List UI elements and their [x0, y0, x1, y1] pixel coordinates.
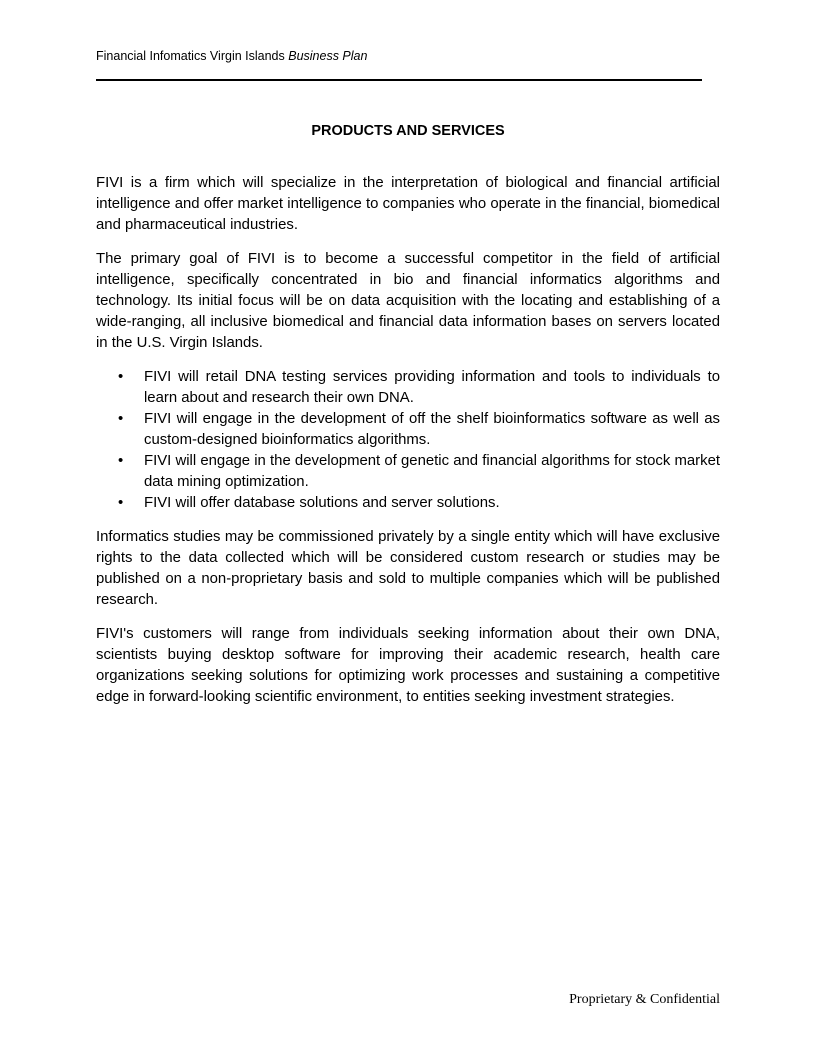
paragraph: The primary goal of FIVI is to become a successful competitor in the field of artificial intelligence, specifically concentrated in bio and financial informatics algorithms and technology. Its initial focus will be on data acquisition with the locating and establishing of a wide-ranging, all inclusive biomedical and financial data information bases on servers located in the U.S. Virgin Islands. — [96, 251, 720, 351]
list-item-text: FIVI will offer database solutions and server solutions. — [144, 495, 500, 511]
list-item — [96, 367, 720, 409]
list-item-text: FIVI will retail DNA testing services providing information and tools to individuals to learn about and research their own DNA. — [144, 369, 720, 406]
list-item-text: FIVI will engage in the development of off the shelf bioinformatics software as well as custom-designed bioinformatics algorithms. — [144, 411, 720, 448]
header-subtitle: Business Plan — [288, 49, 368, 63]
services-list — [96, 367, 720, 514]
header-title: Financial Infomatics Virgin Islands — [96, 49, 285, 63]
list-item — [96, 493, 720, 514]
paragraph: Informatics studies may be commissioned privately by a single entity which will have exclusive rights to the data collected which will be considered custom research or studies may be published on a non-proprietary basis and sold to multiple companies which will be published research. — [96, 529, 720, 608]
bullet-icon: • — [118, 369, 124, 385]
bullet-icon: • — [118, 453, 124, 469]
page-footer: Proprietary & Confidential — [569, 992, 720, 1007]
list-item-text: FIVI will engage in the development of genetic and financial algorithms for stock market data mining optimization. — [144, 453, 720, 490]
list-item — [96, 451, 720, 493]
header-divider — [96, 79, 702, 81]
section-title: PRODUCTS AND SERVICES — [311, 123, 505, 139]
paragraph: FIVI's customers will range from individuals seeking information about their own DNA, scientists buying desktop software for improving their academic research, health care organizations seeking solutions for optimizing work processes and sustaining a competitive edge in forward-looking scientific environment, to entities seeking investment strategies. — [96, 626, 720, 705]
running-header — [96, 48, 367, 64]
document-body — [96, 173, 720, 721]
paragraph: FIVI is a firm which will specialize in the interpretation of biological and financial artificial intelligence and offer market intelligence to companies who operate in the financial, biomedical and pharmaceutical industries. — [96, 175, 720, 233]
bullet-icon: • — [118, 411, 124, 427]
list-item — [96, 409, 720, 451]
bullet-icon: • — [118, 495, 124, 511]
